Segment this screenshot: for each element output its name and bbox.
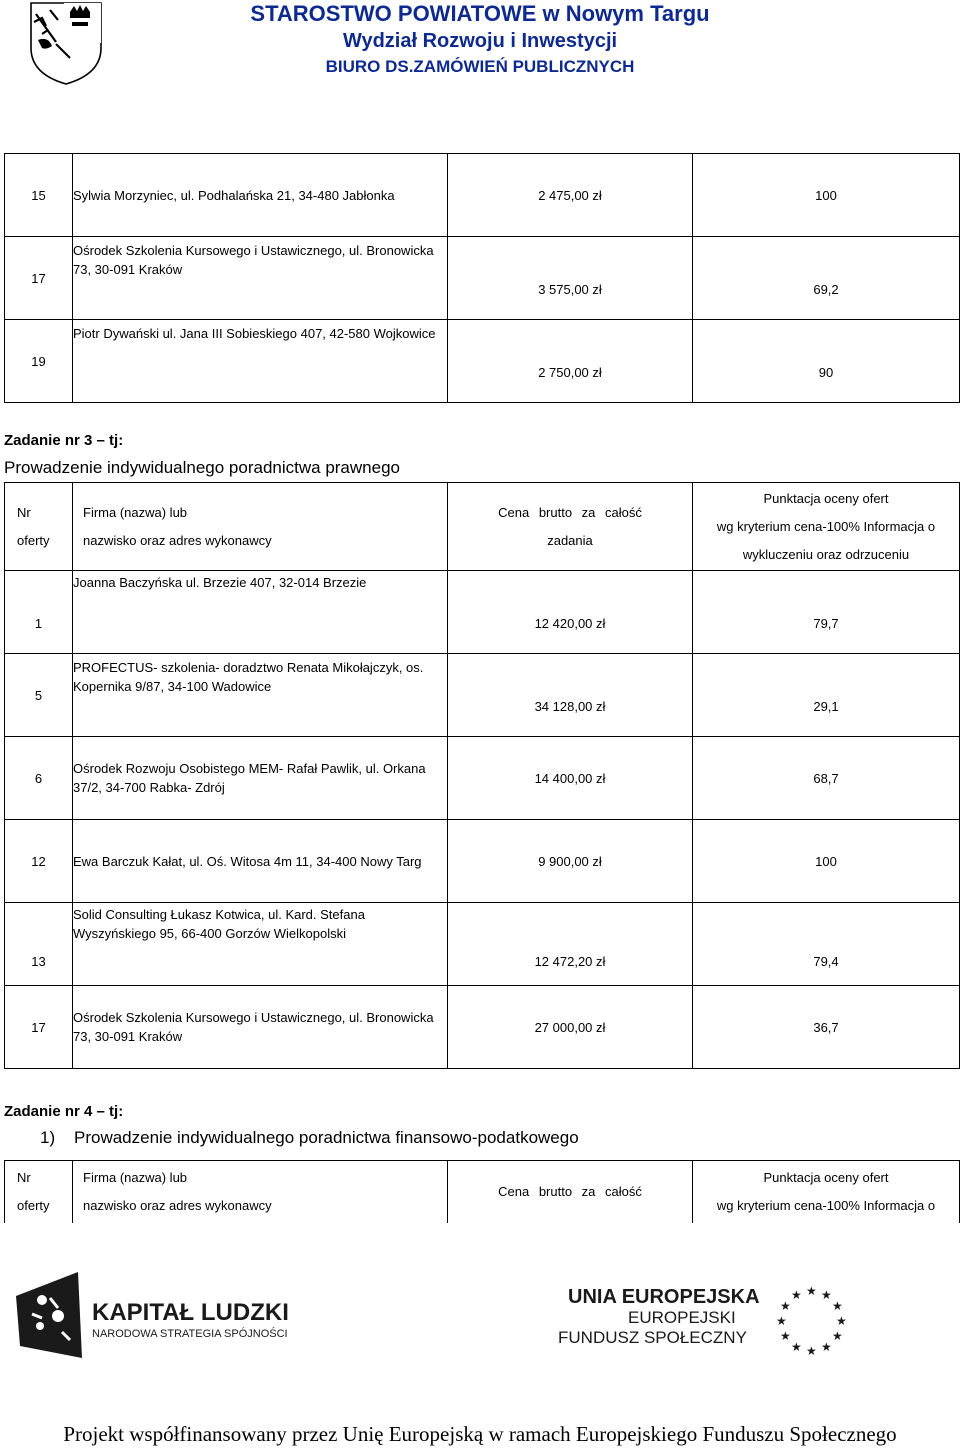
eu-social-fund-logo xyxy=(556,1275,886,1370)
table-row xyxy=(5,903,960,986)
offer-score: 90 xyxy=(693,320,960,403)
offer-number: 17 xyxy=(5,986,73,1069)
header-score-line1: Punktacja oceny ofert xyxy=(763,1169,889,1185)
coat-of-arms-icon xyxy=(28,0,104,86)
header-firm-line1: Firma (nazwa) lub xyxy=(83,504,188,520)
header-department: Wydział Rozwoju i Inwestycji xyxy=(342,30,618,52)
svg-text:★: ★ xyxy=(836,1314,847,1328)
kl-emblem-icon xyxy=(16,1272,82,1358)
svg-text:★: ★ xyxy=(806,1344,817,1358)
contractor-name: Piotr Dywański ul. Jana III Sobieskiego 407, 42-580 Wojkowice xyxy=(73,320,448,403)
svg-text:★: ★ xyxy=(821,1340,832,1354)
offer-price: 12 472,20 zł xyxy=(448,903,693,986)
svg-text:★: ★ xyxy=(791,1340,802,1354)
eu-line2: EUROPEJSKI xyxy=(628,1308,736,1327)
header-title: STAROSTWO POWIATOWE w Nowym Targu xyxy=(250,1,710,26)
header-price-line1: Cena brutto za całość xyxy=(498,1183,642,1199)
header-score-line2: wg kryterium cena-100% Informacja o xyxy=(716,1197,936,1213)
header-office: BIURO DS.ZAMÓWIEŃ PUBLICZNYCH xyxy=(325,57,635,76)
offer-price: 3 575,00 zł xyxy=(448,237,693,320)
table-row xyxy=(5,237,960,320)
offer-score: 100 xyxy=(693,154,960,237)
offer-score: 36,7 xyxy=(693,986,960,1069)
table-row xyxy=(5,986,960,1069)
offer-score: 69,2 xyxy=(693,237,960,320)
header-offer-number xyxy=(5,483,73,571)
table-row xyxy=(5,820,960,903)
header-firm-line2: nazwisko oraz adres wykonawcy xyxy=(83,1197,272,1213)
header-offer-number xyxy=(5,1161,73,1223)
table-row xyxy=(5,320,960,403)
offer-score: 68,7 xyxy=(693,737,960,820)
offer-price: 34 128,00 zł xyxy=(448,654,693,737)
offer-number: 19 xyxy=(5,320,73,403)
svg-text:★: ★ xyxy=(776,1314,787,1328)
task-3-offers-table xyxy=(4,482,960,1069)
table-row xyxy=(5,571,960,654)
eu-line3: FUNDUSZ SPOŁECZNY xyxy=(558,1328,747,1347)
table-header-row xyxy=(5,1161,960,1223)
eu-line1: UNIA EUROPEJSKA xyxy=(568,1286,760,1308)
offer-number: 15 xyxy=(5,154,73,237)
offer-score: 79,7 xyxy=(693,571,960,654)
task-4-subtitle-number: 1) xyxy=(40,1128,56,1147)
svg-text:★: ★ xyxy=(821,1288,832,1302)
kapital-ludzki-logo xyxy=(12,1268,312,1363)
table-row xyxy=(5,654,960,737)
header-nr-line2: oferty xyxy=(17,532,50,548)
table-row xyxy=(5,154,960,237)
contractor-name: Ośrodek Szkolenia Kursowego i Ustawicznego, ul. Bronowicka 73, 30-091 Kraków xyxy=(73,986,448,1069)
footer-cofinancing-note: Projekt współfinansowany przez Unię Europejską w ramach Europejskiego Funduszu Społecznego xyxy=(63,1422,897,1446)
header-price-line1: Cena brutto za całość xyxy=(498,504,642,520)
header-score xyxy=(693,1161,960,1223)
offer-price: 9 900,00 zł xyxy=(448,820,693,903)
task-4-title: Zadanie nr 4 – tj: xyxy=(4,1103,124,1120)
contractor-name: Ośrodek Szkolenia Kursowego i Ustawicznego, ul. Bronowicka 73, 30-091 Kraków xyxy=(73,237,448,320)
svg-text:★: ★ xyxy=(832,1299,843,1313)
svg-text:★: ★ xyxy=(780,1299,791,1313)
contractor-name: PROFECTUS- szkolenia- doradztwo Renata Mikołajczyk, os. Kopernika 9/87, 34-100 Wadowice xyxy=(73,654,448,737)
task-4-offers-table xyxy=(4,1160,960,1223)
header-firm-line1: Firma (nazwa) lub xyxy=(83,1169,188,1185)
offer-price: 27 000,00 zł xyxy=(448,986,693,1069)
table-header-row xyxy=(5,483,960,571)
offer-score: 29,1 xyxy=(693,654,960,737)
offer-price: 2 475,00 zł xyxy=(448,154,693,237)
header-score-line1: Punktacja oceny ofert xyxy=(763,490,889,506)
contractor-name: Ośrodek Rozwoju Osobistego MEM- Rafał Pawlik, ul. Orkana 37/2, 34-700 Rabka- Zdrój xyxy=(73,737,448,820)
kl-subtitle: NARODOWA STRATEGIA SPÓJNOŚCI xyxy=(92,1328,288,1340)
header-nr-line2: oferty xyxy=(17,1197,50,1213)
offer-number: 13 xyxy=(5,903,73,986)
svg-text:★: ★ xyxy=(806,1284,817,1298)
offer-score: 79,4 xyxy=(693,903,960,986)
header-nr-line1: Nr xyxy=(17,504,31,520)
eu-stars-icon xyxy=(776,1284,847,1358)
header-score-line2: wg kryterium cena-100% Informacja o xyxy=(716,518,936,534)
header-price xyxy=(448,1161,693,1223)
header-contractor xyxy=(73,1161,448,1223)
header-score xyxy=(693,483,960,571)
contractor-name: Solid Consulting Łukasz Kotwica, ul. Kard. Stefana Wyszyńskiego 95, 66-400 Gorzów Wielkopolski xyxy=(73,903,448,986)
svg-text:★: ★ xyxy=(832,1329,843,1343)
header-price xyxy=(448,483,693,571)
kl-title: KAPITAŁ LUDZKI xyxy=(92,1299,289,1326)
header-contractor xyxy=(73,483,448,571)
svg-text:★: ★ xyxy=(780,1329,791,1343)
svg-text:★: ★ xyxy=(791,1288,802,1302)
offer-score: 100 xyxy=(693,820,960,903)
table-row xyxy=(5,737,960,820)
header-price-line2: zadania xyxy=(547,532,593,548)
offer-number: 1 xyxy=(5,571,73,654)
task-3-subtitle: Prowadzenie indywidualnego poradnictwa prawnego xyxy=(4,458,400,477)
task-4-subtitle: Prowadzenie indywidualnego poradnictwa finansowo-podatkowego xyxy=(74,1128,579,1147)
offer-number: 17 xyxy=(5,237,73,320)
offer-price: 14 400,00 zł xyxy=(448,737,693,820)
contractor-name: Sylwia Morzyniec, ul. Podhalańska 21, 34-480 Jabłonka xyxy=(73,154,448,237)
contractor-name: Joanna Baczyńska ul. Brzezie 407, 32-014 Brzezie xyxy=(73,571,448,654)
header-nr-line1: Nr xyxy=(17,1169,31,1185)
header-score-line3: wykluczeniu oraz odrzuceniu xyxy=(742,546,910,562)
header-firm-line2: nazwisko oraz adres wykonawcy xyxy=(83,532,272,548)
offer-number: 12 xyxy=(5,820,73,903)
offer-number: 5 xyxy=(5,654,73,737)
offer-price: 12 420,00 zł xyxy=(448,571,693,654)
offers-table-continued xyxy=(4,153,960,403)
offer-price: 2 750,00 zł xyxy=(448,320,693,403)
offer-number: 6 xyxy=(5,737,73,820)
task-3-title: Zadanie nr 3 – tj: xyxy=(4,432,124,449)
contractor-name: Ewa Barczuk Kałat, ul. Oś. Witosa 4m 11, 34-400 Nowy Targ xyxy=(73,820,448,903)
